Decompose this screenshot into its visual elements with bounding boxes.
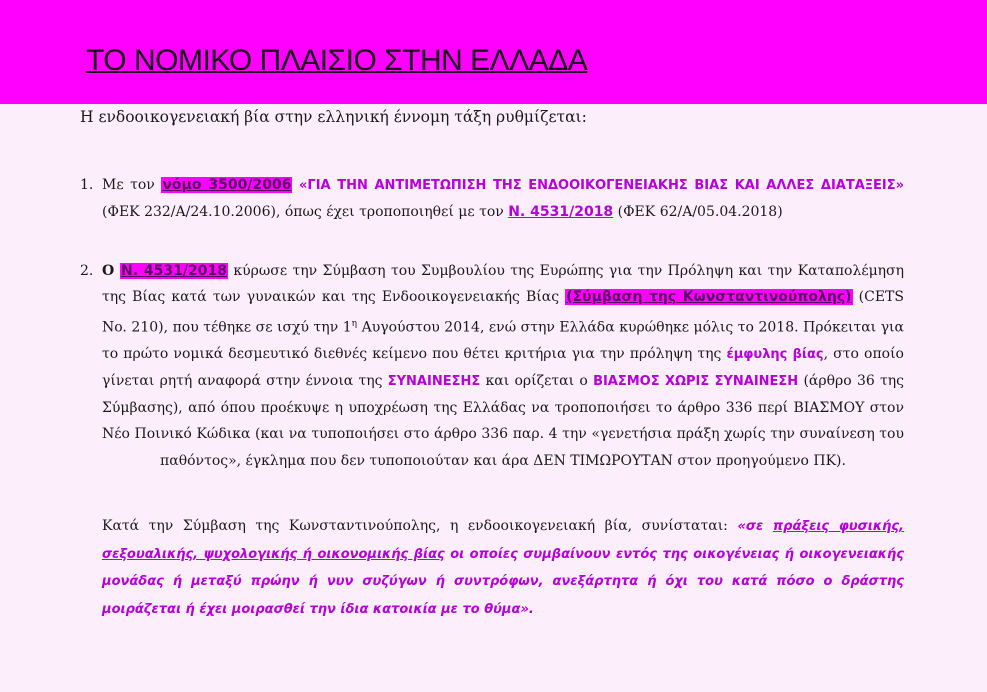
- text: , στο οποίο γίνεται ρητή αναφορά στην έννοια της: [102, 345, 904, 389]
- text: και ορίζεται ο: [480, 372, 594, 389]
- text: (ΦΕΚ 232/Α/24.10.2006), όπως έχει τροποποιηθεί με τον: [102, 204, 509, 220]
- law-title: «ΓΙΑ ΤΗΝ ΑΝΤΙΜΕΤΩΠΙΣΗ ΤΗΣ ΕΝΔΟΟΙΚΟΓΕΝΕΙΑΚΗΣ ΒΙΑΣ ΚΑΙ ΑΛΛΕΣ ΔΙΑΤΑΞΕΙΣ»: [299, 178, 904, 193]
- superscript: η: [351, 318, 358, 329]
- law-4531-link[interactable]: Ν. 4531/2018: [508, 204, 614, 220]
- list-number: 2.: [80, 263, 94, 279]
- text: Ο: [102, 263, 121, 279]
- text: (ΦΕΚ 62/Α/05.04.2018): [613, 204, 783, 220]
- consent-term: ΣΥΝΑΙΝΕΣΗΣ: [387, 373, 481, 389]
- quote-start: «σε: [737, 519, 773, 534]
- gender-violence-term: έμφυλης βίας: [726, 346, 824, 362]
- intro-text: Η ενδοοικογενειακή βία στην ελληνική έννομη τάξη ρυθμίζεται:: [80, 108, 587, 126]
- text: κύρωσε την Σύμβαση του Συμβουλίου της Ευρώπης για την Πρόληψη και την Καταπολέμηση της Βίας κατά των γυναικών και της Ενδοοικογενειακής Βίας: [102, 263, 905, 306]
- law-4531-link[interactable]: Ν. 4531/2018: [121, 263, 227, 279]
- text: Κατά την Σύμβαση της Κωνσταντινούπολης, η ενδοοικογενειακή βία, συνίσταται:: [102, 518, 738, 534]
- list-item-1: [80, 172, 904, 225]
- text: (άρθρο 36 της Σύμβασης), από όπου προέκυψε η υποχρέωση της Ελλάδας να τροποποιήσει το άρθρο 336 περί ΒΙΑΣΜΟΥ στον Νέο Ποινικό Κώδικα (και να τυποποιήσει στο άρθρο 336 παρ. 4 την «γενετήσια πράξη χωρίς την συναίνεση του παθόντος», έγκλημα που δεν τυποποιούταν και άρα ΔΕΝ ΤΙΜΩΡΟΥΤΑΝ στον προηγούμενο ΠΚ).: [102, 372, 904, 469]
- convention-definition-paragraph: [102, 513, 904, 623]
- quote-underlined: πράξεις φυσικής, σεξουαλικής, ψυχολογικής ή οικονομικής βίας: [102, 519, 904, 562]
- law-3500-link[interactable]: νόμο 3500/2006: [162, 177, 292, 193]
- rape-without-consent-term: ΒΙΑΣΜΟΣ ΧΩΡΙΣ ΣΥΝΑΙΝΕΣΗ: [593, 373, 799, 389]
- istanbul-convention-link[interactable]: (Σύμβαση της Κωνσταντινούπολης): [566, 289, 852, 306]
- page-title: ΤΟ ΝΟΜΙΚΟ ΠΛΑΙΣΙΟ ΣΤΗΝ ΕΛΛΑΔΑ: [86, 44, 588, 77]
- quote-rest: οι οποίες συμβαίνουν εντός της οικογένειας ή οικογενειακής μονάδας ή μεταξύ πρώην ή νυν συζύγων ή συντρόφων, ανεξάρτητα ή όχι του κατά πόσο ο δράστης μοιράζεται ή έχει μοιρασθεί την ίδια κατοικία με το θύμα».: [102, 546, 904, 617]
- text: Με τον: [102, 177, 162, 193]
- text: (CETS No. 210), που τέθηκε σε ισχύ την 1: [102, 289, 904, 336]
- list-number: 1.: [80, 177, 94, 193]
- text: Αυγούστου 2014, ενώ στην Ελλάδα κυρώθηκε μόλις το 2018. Πρόκειται για το πρώτο νομικά δεσμευτικό διεθνές κείμενο που θέτει κριτήρια για την πρόληψη της: [102, 319, 904, 362]
- list-item-2: [80, 258, 904, 474]
